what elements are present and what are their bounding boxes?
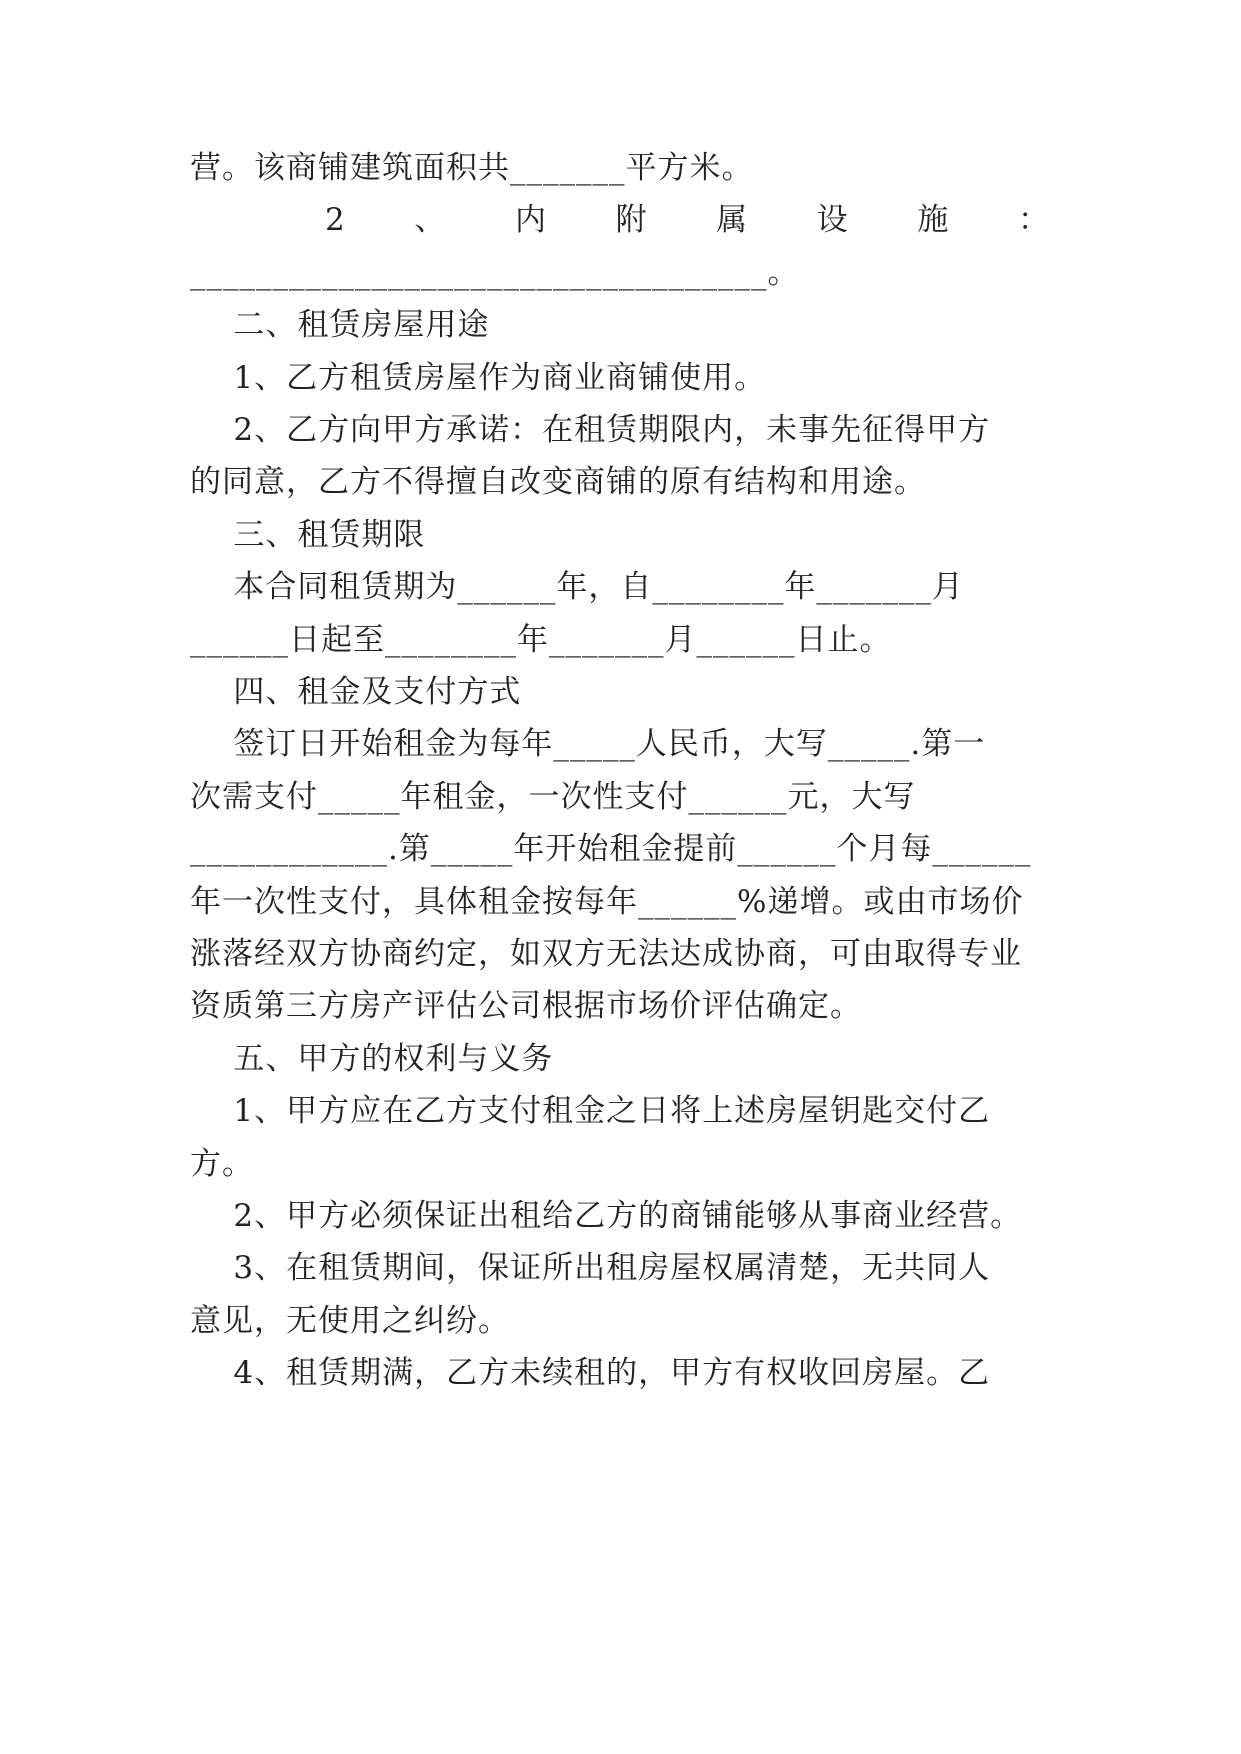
text-line: 方。 [190,1146,254,1182]
spread-char: 设 [816,202,849,238]
section-heading: 五、甲方的权利与义务 [190,1041,554,1077]
text-line: 2、甲方必须保证出租给乙方的商铺能够从事商业经营。 [190,1198,1023,1234]
text-line: 意见，无使用之纠纷。 [190,1303,510,1339]
text-line: 资质第三方房产评估公司根据市场价评估确定。 [190,988,862,1024]
text-line: 次需支付_____年租金，一次性支付______元，大写 [190,779,916,815]
text-line: 营。该商铺建筑面积共_______平方米。 [190,150,754,186]
text-line: 2、乙方向甲方承诺：在租赁期限内，未事先征得甲方 [190,412,991,448]
spread-char: 内 [514,202,547,238]
text-line: 签订日开始租金为每年_____人民币，大写_____.第一 [190,726,986,762]
text-line-attachments [325,200,1050,240]
spread-char: 2 [325,202,346,238]
text-line: 的同意，乙方不得擅自改变商铺的原有结构和用途。 [190,464,926,500]
text-line: ___________________________________。 [190,255,800,291]
spread-char: 属 [716,202,749,238]
text-line: 涨落经双方协商约定，如双方无法达成协商，可由取得专业 [190,936,1022,972]
text-line: 1、甲方应在乙方支付租金之日将上述房屋钥匙交付乙 [190,1093,991,1129]
spread-char: 附 [615,202,648,238]
text-line: ______日起至________年_______月______日止。 [190,622,892,658]
section-heading: 四、租金及支付方式 [190,674,522,710]
section-heading: 三、租赁期限 [190,517,426,553]
spread-char: 、 [414,202,447,238]
text-line: 1、乙方租赁房屋作为商业商铺使用。 [190,360,767,396]
text-line: 3、在租赁期间，保证所出租房屋权属清楚，无共同人 [190,1250,991,1286]
spread-char: 施 [917,202,950,238]
text-line: 本合同租赁期为______年，自________年_______月 [190,569,964,605]
text-line: 年一次性支付，具体租金按每年______%递增。或由市场价 [190,884,1024,920]
text-line: 4、租赁期满，乙方未续租的，甲方有权收回房屋。乙 [190,1355,991,1391]
text-line: ____________.第_____年开始租金提前______个月每______ [190,831,1032,867]
section-heading: 二、租赁房屋用途 [190,307,490,343]
spread-char: ： [1018,202,1050,238]
